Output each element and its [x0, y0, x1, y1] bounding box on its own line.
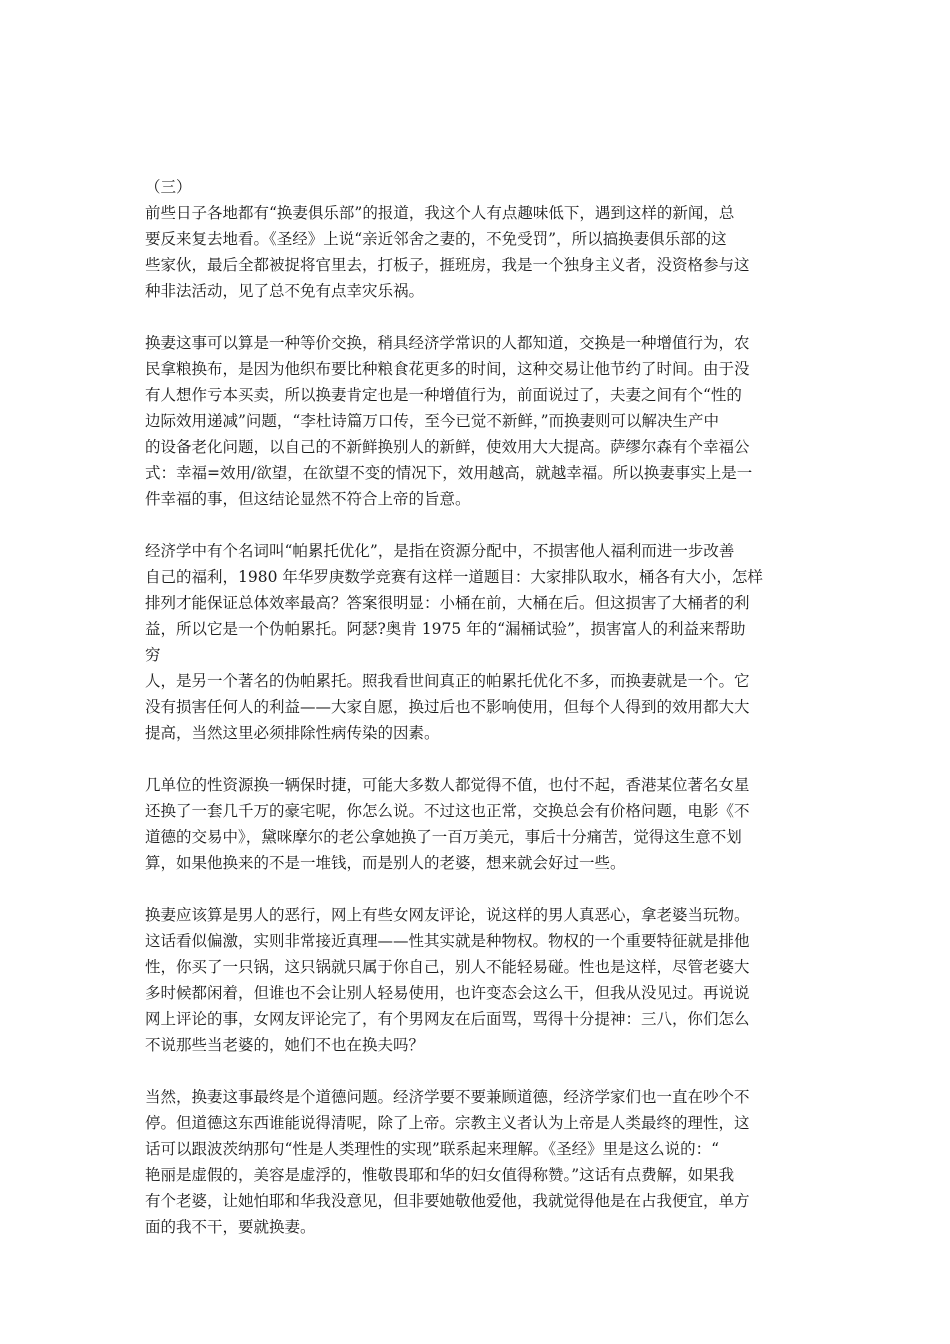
paragraph-line: 几单位的性资源换一辆保时捷，可能大多数人都觉得不值，也付不起，香港某位著名女星 [145, 776, 750, 794]
document-body [145, 174, 805, 1266]
section-heading: （三） [145, 178, 192, 196]
paragraph-line: 民拿粮换布，是因为他织布要比种粮食花更多的时间，这种交易让他节约了时间。由于没 [145, 360, 750, 378]
paragraph [145, 1084, 805, 1240]
paragraph-line: 还换了一套几千万的豪宅呢，你怎么说。不过这也正常，交换总会有价格问题，电影《不 [145, 802, 750, 820]
paragraph [145, 902, 805, 1058]
paragraph-line: 式：幸福=效用/欲望，在欲望不变的情况下，效用越高，就越幸福。所以换妻事实上是一 [145, 464, 753, 482]
paragraph-line: 艳丽是虚假的，美容是虚浮的，惟敬畏耶和华的妇女值得称赞。”这话有点费解，如果我 [145, 1166, 735, 1184]
paragraph-line: 道德的交易中》，黛咪摩尔的老公拿她换了一百万美元，事后十分痛苦，觉得这生意不划 [145, 828, 742, 846]
paragraph [145, 538, 805, 746]
paragraph-line: 提高，当然这里必须排除性病传染的因素。 [145, 724, 440, 742]
paragraph-line: 穷 [145, 646, 161, 664]
paragraph-line: 前些日子各地都有“换妻俱乐部”的报道，我这个人有点趣味低下，遇到这样的新闻，总 [145, 204, 735, 222]
paragraph-line: 这话看似偏激，实则非常接近真理——性其实就是种物权。物权的一个重要特征就是排他 [145, 932, 750, 950]
paragraph [145, 200, 805, 304]
paragraph-line: 换妻应该算是男人的恶行，网上有些女网友评论，说这样的男人真恶心，拿老婆当玩物。 [145, 906, 750, 924]
paragraph-line: 网上评论的事，女网友评论完了，有个男网友在后面骂，骂得十分提神：三八，你们怎么 [145, 1010, 750, 1028]
paragraph-line: 多时候都闲着，但谁也不会让别人轻易使用，也许变态会这么干，但我从没见过。再说说 [145, 984, 750, 1002]
paragraph-line: 停。但道德这东西谁能说得清呢，除了上帝。宗教主义者认为上帝是人类最终的理性，这 [145, 1114, 750, 1132]
paragraph-line: 面的我不干，要就换妻。 [145, 1218, 316, 1236]
paragraph-line: 件幸福的事，但这结论显然不符合上帝的旨意。 [145, 490, 471, 508]
paragraph-line: 边际效用递减”问题，“李杜诗篇万口传，至今已觉不新鲜，”而换妻则可以解决生产中 [145, 412, 720, 430]
paragraph-line: 换妻这事可以算是一种等价交换，稍具经济学常识的人都知道，交换是一种增值行为，农 [145, 334, 750, 352]
paragraph-line: 性，你买了一只锅，这只锅就只属于你自己，别人不能轻易碰。性也是这样，尽管老婆大 [145, 958, 750, 976]
paragraph-line: 自己的福利，1980 年华罗庚数学竞赛有这样一道题目：大家排队取水，桶各有大小，怎样 [145, 568, 763, 586]
paragraph-line: 排列才能保证总体效率最高？答案很明显：小桶在前，大桶在后。但这损害了大桶者的利 [145, 594, 750, 612]
paragraph [145, 330, 805, 512]
paragraph-line: 的设备老化问题，以自己的不新鲜换别人的新鲜，使效用大大提高。萨缪尔森有个幸福公 [145, 438, 750, 456]
paragraph-line: 算，如果他换来的不是一堆钱，而是别人的老婆，想来就会好过一些。 [145, 854, 626, 872]
paragraph-line: 有人想作亏本买卖，所以换妻肯定也是一种增值行为，前面说过了，夫妻之间有个“性的 [145, 386, 742, 404]
paragraph-line: 当然，换妻这事最终是个道德问题。经济学要不要兼顾道德，经济学家们也一直在吵个不 [145, 1088, 750, 1106]
paragraph-line: 没有损害任何人的利益——大家自愿，换过后也不影响使用，但每个人得到的效用都大大 [145, 698, 750, 716]
paragraph-line: 种非法活动，见了总不免有点幸灾乐祸。 [145, 282, 425, 300]
paragraph-line: 经济学中有个名词叫“帕累托优化”，是指在资源分配中，不损害他人福利而进一步改善 [145, 542, 735, 560]
paragraph-line: 人，是另一个著名的伪帕累托。照我看世间真正的帕累托优化不多，而换妻就是一个。它 [145, 672, 750, 690]
paragraph-line: 些家伙，最后全都被捉将官里去，打板子，捱班房，我是一个独身主义者，没资格参与这 [145, 256, 750, 274]
paragraph-list [145, 200, 805, 1240]
paragraph-line: 有个老婆，让她怕耶和华我没意见，但非要她敬他爱他，我就觉得他是在占我便宜，单方 [145, 1192, 750, 1210]
paragraph-line: 要反来复去地看。《圣经》上说“亲近邻舍之妻的，不免受罚”，所以搞换妻俱乐部的这 [145, 230, 727, 248]
paragraph [145, 772, 805, 876]
paragraph-line: 话可以跟波茨纳那句“性是人类理性的实现”联系起来理解。《圣经》里是这么说的：“ [145, 1140, 720, 1158]
paragraph-line: 不说那些当老婆的，她们不也在换夫吗？ [145, 1036, 425, 1054]
paragraph-line: 益，所以它是一个伪帕累托。阿瑟?奥肯 1975 年的“漏桶试验”，损害富人的利益来帮助 [145, 620, 746, 638]
